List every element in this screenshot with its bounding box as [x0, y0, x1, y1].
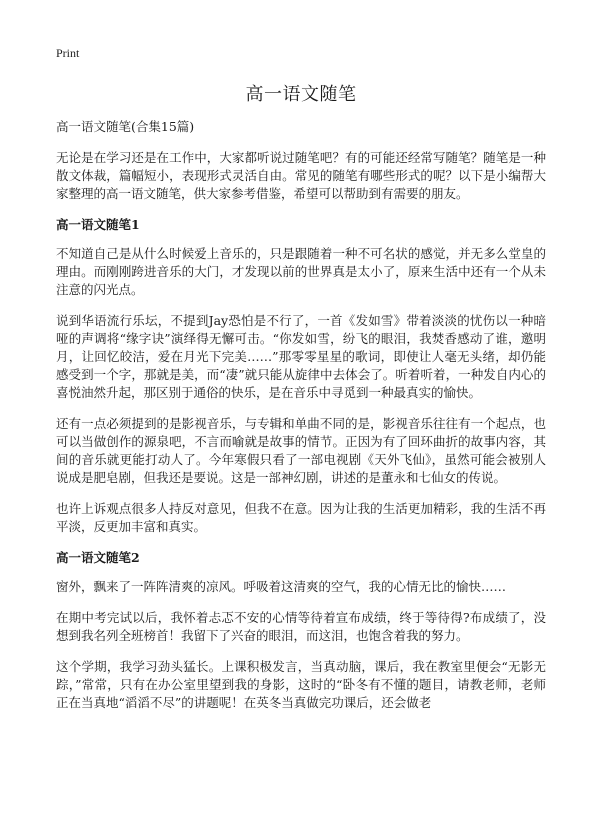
- paragraph: 说到华语流行乐坛，不提到Jay恐怕是不行了，一首《发如雪》带着淡淡的忧伤以一种暗哑的声调将“缘字诀”演绎得无懈可击。“你发如雪，纷飞的眼泪，我焚香感动了谁，邀明月，让回忆皎洁，爱在月光下完美……”那零零星星的歌词，即使让人毫无头绪，却仍能感受到一个字，那就是美，而“凄”就只能从旋律中去体会了。听着听着，一种发自内心的喜悦油然升起，那区别于通俗的快乐，是在音乐中寻觅到一种最真实的愉快。: [56, 313, 546, 400]
- paragraph: 在期中考完试以后，我怀着忐忑不安的心情等待着宣布成绩，终于等待得?布成绩了，没想到我名列全班榜首！我留下了兴奋的眼泪，而这泪，也饱含着我的努力。: [56, 610, 546, 643]
- print-link[interactable]: Print: [56, 46, 80, 60]
- section-heading: 高一语文随笔2: [56, 550, 140, 565]
- paragraph: 不知道自己是从什么时候爱上音乐的，只是跟随着一种不可名状的感觉，并无多么堂皇的理由。而刚刚跨进音乐的大门，才发现以前的世界真是太小了，原来生活中还有一个从未注意的闪光点。: [56, 246, 546, 297]
- section-1: [56, 216, 546, 536]
- paragraph: 还有一点必须提到的是影视音乐，与专辑和单曲不同的是，影视音乐往往有一个起点，也可以当做创作的源泉吧，不言而喻就是故事的情节。正因为有了回环曲折的故事内容，其间的音乐就更能打动人了。今年寒假只看了一部电视剧《天外飞仙》，虽然可能会被别人说成是肥皂剧，但我还是要说。这是一部神幻剧，讲述的是董永和七仙女的传说。: [56, 416, 546, 485]
- page-title: 高一语文随笔: [245, 84, 357, 105]
- paragraph: 也许上诉观点很多人持反对意见，但我不在意。因为让我的生活更加精彩，我的生活不再平淡，反更加丰富和真实。: [56, 501, 546, 534]
- article: [56, 80, 546, 725]
- paragraph: 这个学期，我学习劲头猛长。上课积极发言，当真动脑，课后，我在教室里便会“无影无踪，”常常，只有在办公室里望到我的身影，这时的“卧冬有不懂的题目，请教老师，老师正在当真地“滔滔不尽”的讲题呢！在英冬当真做完功课后，还会做老: [56, 659, 546, 710]
- intro-paragraph: 无论是在学习还是在工作中，大家都听说过随笔吧？有的可能还经常写随笔？随笔是一种散文体裁，篇幅短小，表现形式灵活自由。常见的随笔有哪些形式的呢？以下是小编帮大家整理的高一语文随笔，供大家参考借鉴，希望可以帮助到有需要的朋友。: [56, 150, 546, 201]
- article-subtitle: 高一语文随笔(合集15篇): [56, 119, 195, 134]
- section-heading: 高一语文随笔1: [56, 217, 140, 232]
- section-2: [56, 549, 546, 712]
- paragraph: 窗外，飘来了一阵阵清爽的凉风。呼吸着这清爽的空气，我的心情无比的愉快……: [56, 579, 507, 594]
